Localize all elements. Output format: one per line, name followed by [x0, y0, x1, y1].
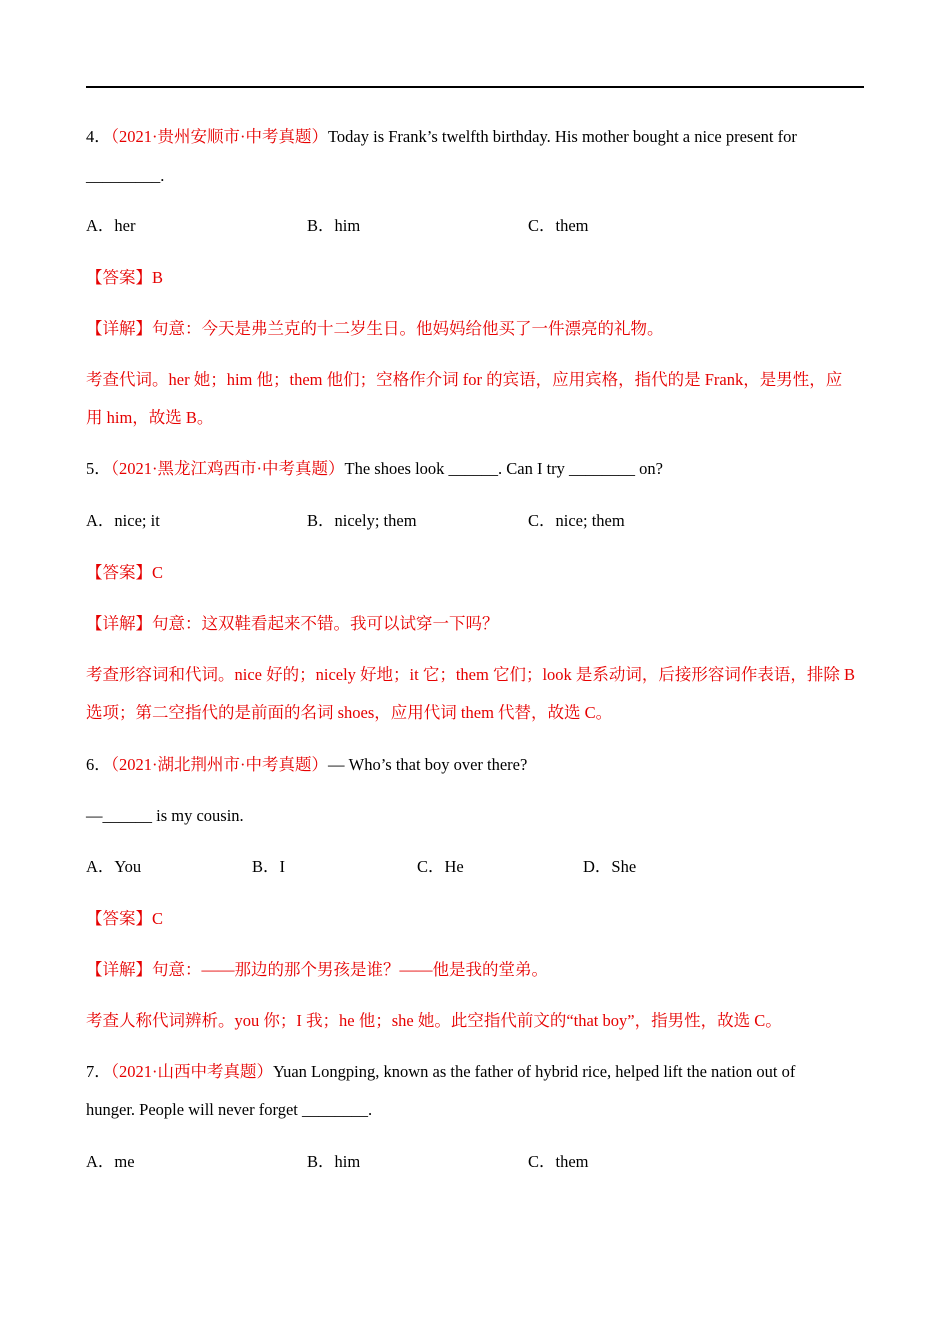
question-5-analysis-line-1: 考查形容词和代词。nice 好的；nicely 好地；it 它；them 它们；look 是系动词，后接形容词作表语，排除 B	[86, 665, 856, 684]
question-4-analysis-line-2: 用 him，故选 B。	[86, 408, 214, 427]
question-number: 7．	[86, 1062, 111, 1081]
option-c: C．He	[417, 857, 464, 876]
question-source: （2021·贵州安顺市·中考真题）	[110, 127, 328, 146]
question-6-answer: 【答案】C	[86, 909, 164, 928]
question-6-stem	[86, 754, 864, 776]
option-d: D．She	[583, 857, 637, 876]
question-number: 6．	[86, 755, 111, 774]
question-text: The shoes look ______. Can I try ________ on?	[344, 459, 664, 478]
question-5-stem	[86, 458, 864, 480]
question-text: — Who’s that boy over there?	[328, 755, 528, 774]
question-6-analysis-line-1: 考查人称代词辨析。you 你；I 我；he 他；she 她。此空指代前文的“that boy”，指男性，故选 C。	[86, 1011, 782, 1030]
question-5-answer: 【答案】C	[86, 563, 164, 582]
question-7-stem	[86, 1061, 864, 1083]
question-5-detail: 【详解】句意：这双鞋看起来不错。我可以试穿一下吗？	[86, 614, 499, 633]
header-rule	[86, 86, 864, 88]
question-4-answer: 【答案】B	[86, 268, 164, 287]
option-a: A．nice; it	[86, 511, 160, 530]
question-7-stem-cont: hunger. People will never forget ________.	[86, 1100, 373, 1119]
option-b: B．him	[307, 1152, 361, 1171]
question-text: Today is Frank’s twelfth birthday. His mother bought a nice present for	[328, 127, 797, 146]
question-6-detail: 【详解】句意：——那边的那个男孩是谁？——他是我的堂弟。	[86, 960, 548, 979]
question-source: （2021·湖北荆州市·中考真题）	[110, 755, 328, 774]
option-a: A．You	[86, 857, 142, 876]
option-b: B．I	[252, 857, 285, 876]
question-4-analysis-line-1: 考查代词。her 她；him 他；them 他们；空格作介词 for 的宾语，应用宾格，指代的是 Frank，是男性，应	[86, 370, 843, 389]
option-b: B．him	[307, 216, 361, 235]
option-a: A．me	[86, 1152, 135, 1171]
question-5-analysis-line-2: 选项；第二空指代的是前面的名词 shoes，应用代词 them 代替，故选 C。	[86, 703, 613, 722]
question-4-stem	[86, 126, 864, 148]
question-4-detail: 【详解】句意：今天是弗兰克的十二岁生日。他妈妈给他买了一件漂亮的礼物。	[86, 319, 664, 338]
option-c: C．nice; them	[528, 511, 625, 530]
option-c: C．them	[528, 1152, 589, 1171]
option-a: A．her	[86, 216, 136, 235]
question-source: （2021·山西中考真题）	[110, 1062, 273, 1081]
question-6-stem-cont: —______ is my cousin.	[86, 806, 244, 825]
option-b: B．nicely; them	[307, 511, 417, 530]
question-source: （2021·黑龙江鸡西市·中考真题）	[110, 459, 345, 478]
option-c: C．them	[528, 216, 589, 235]
question-number: 4．	[86, 127, 111, 146]
question-text: Yuan Longping, known as the father of hybrid rice, helped lift the nation out of	[273, 1062, 796, 1081]
question-number: 5．	[86, 459, 111, 478]
question-4-stem-cont: _________.	[86, 166, 165, 185]
